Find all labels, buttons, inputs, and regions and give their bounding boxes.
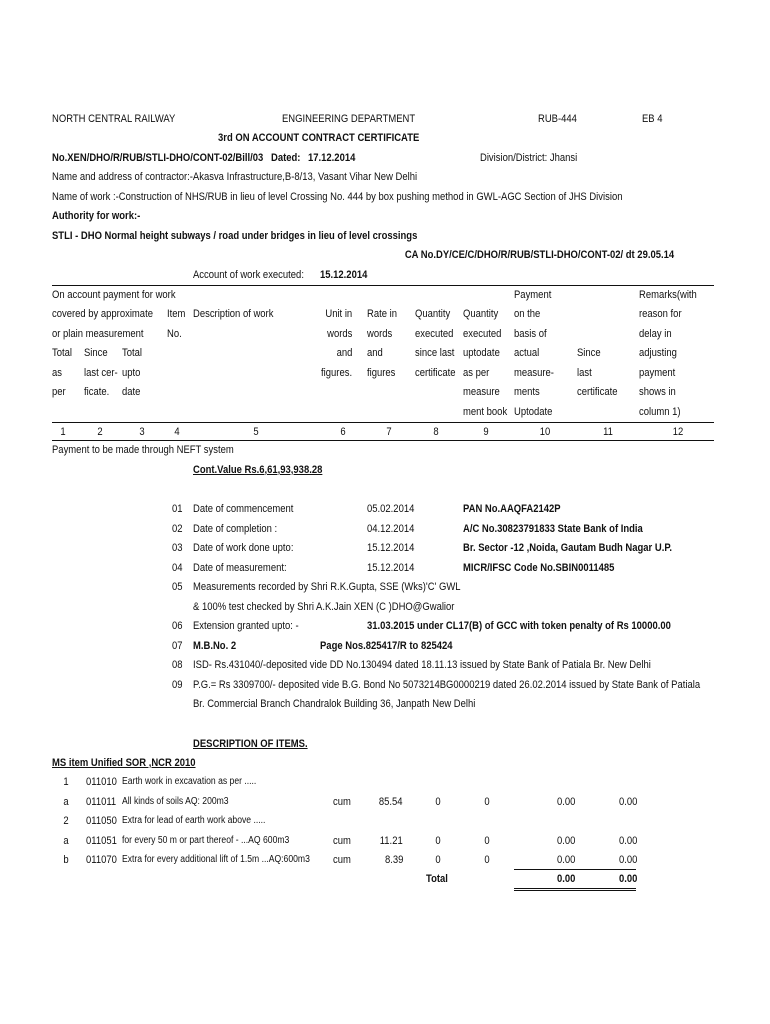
contract-value: Cont.Value Rs.6,61,93,938.28 xyxy=(193,464,323,476)
rub-number: RUB-444 xyxy=(538,113,577,125)
eb-number: EB 4 xyxy=(642,113,663,125)
reference-number: No.XEN/DHO/R/RUB/STLI-DHO/CONT-02/Bill/03 xyxy=(52,152,264,164)
description-heading: DESCRIPTION OF ITEMS. xyxy=(193,738,308,750)
department-name: ENGINEERING DEPARTMENT xyxy=(282,113,416,125)
authority-text: STLI - DHO Normal height subways / road under bridges in lieu of level crossings xyxy=(52,230,418,242)
payment-note: Payment to be made through NEFT system xyxy=(52,444,234,456)
division-district: Division/District: Jhansi xyxy=(480,152,578,164)
table-number-rule xyxy=(52,440,714,441)
certificate-title: 3rd ON ACCOUNT CONTRACT CERTIFICATE xyxy=(218,132,420,144)
ca-number: CA No.DY/CE/C/DHO/R/RUB/STLI-DHO/CONT-02/ dt 29.05.14 xyxy=(404,249,674,261)
total-bottom-rule xyxy=(514,888,636,891)
account-label: Account of work executed: xyxy=(193,269,304,281)
contractor-details: Name and address of contractor:-Akasva Infrastructure,B-8/13, Vasant Vihar New Delhi xyxy=(52,171,418,183)
table-header-rule xyxy=(52,422,714,423)
dated-value: 17.12.2014 xyxy=(308,152,356,164)
column-header-description: Description of work xyxy=(193,308,274,320)
table-top-rule xyxy=(52,285,714,286)
railway-name: NORTH CENTRAL RAILWAY xyxy=(52,113,176,125)
work-name: Name of work :-Construction of NHS/RUB in lieu of level Crossing No. 444 by box pushing method in GWL-AGC Section of JHS Division xyxy=(52,191,623,203)
total-top-rule xyxy=(514,869,636,870)
authority-label: Authority for work:- xyxy=(52,210,141,222)
account-date: 15.12.2014 xyxy=(320,269,368,281)
ms-item-heading: MS item Unified SOR ,NCR 2010 xyxy=(52,757,196,769)
dated-label: Dated: xyxy=(271,152,301,164)
